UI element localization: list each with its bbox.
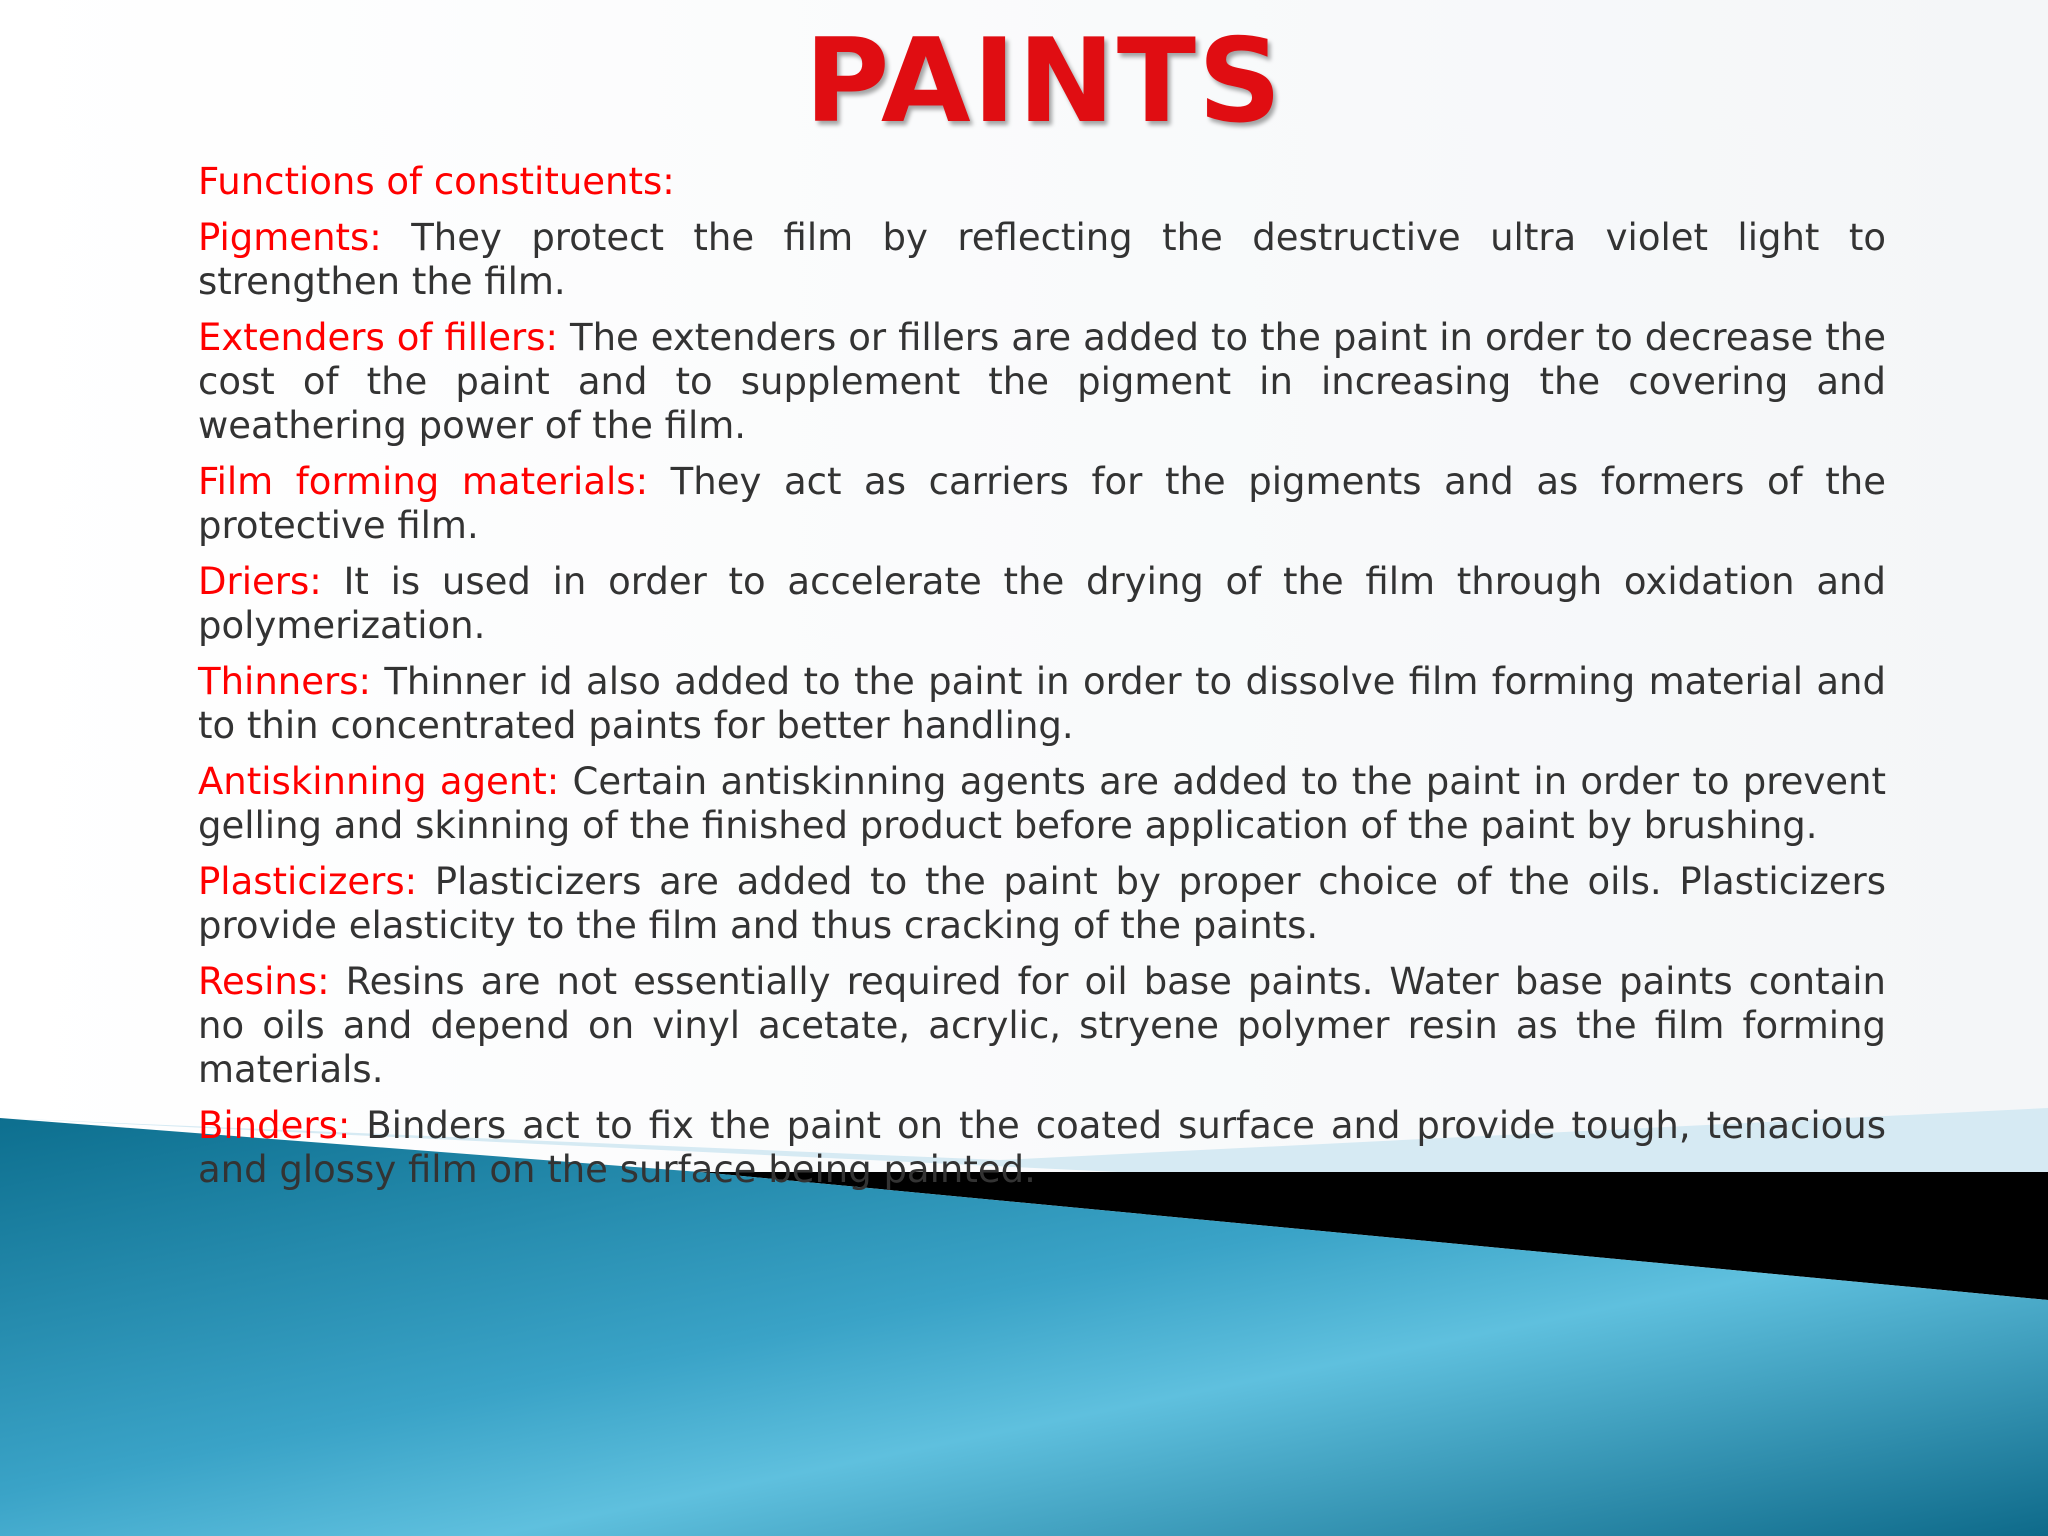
term-label: Extenders of fillers: bbox=[198, 316, 558, 359]
term-label: Pigments: bbox=[198, 216, 382, 259]
term-label: Film forming materials: bbox=[198, 460, 649, 503]
paragraph-plasticizers bbox=[198, 860, 1886, 948]
paragraph-resins bbox=[198, 960, 1886, 1092]
term-description: They act as carriers for the pigments and as formers of the protective film. bbox=[198, 460, 1887, 547]
content-body bbox=[198, 160, 1886, 1204]
term-description: The extenders or fillers are added to the paint in order to decrease the cost of the paint and to supplement the pigment in increasing the covering and weathering power of the film. bbox=[198, 316, 1886, 447]
term-label: Binders: bbox=[198, 1104, 351, 1147]
term-label: Resins: bbox=[198, 960, 330, 1003]
term-description: Plasticizers are added to the paint by proper choice of the oils. Plasticizers provide elasticity to the film and thus cracking of the paints. bbox=[198, 860, 1886, 947]
term-description: Resins are not essentially required for oil base paints. Water base paints contain no oils and depend on vinyl acetate, acrylic, stryene polymer resin as the film forming materials. bbox=[198, 960, 1886, 1091]
paragraph-antiskinning bbox=[198, 760, 1886, 848]
term-description: Thinner id also added to the paint in order to dissolve film forming material and to thin concentrated paints for better handling. bbox=[198, 660, 1886, 747]
section-heading: Functions of constituents: bbox=[198, 160, 675, 203]
term-label: Thinners: bbox=[198, 660, 371, 703]
paragraph-extenders bbox=[198, 316, 1886, 448]
term-label: Driers: bbox=[198, 560, 322, 603]
term-description: They protect the film by reflecting the destructive ultra violet light to strengthen the film. bbox=[198, 216, 1886, 303]
paragraph-pigments bbox=[198, 216, 1886, 304]
slide-title: PAINTS bbox=[804, 14, 1284, 149]
paragraph-binders bbox=[198, 1104, 1886, 1192]
paragraph-driers bbox=[198, 560, 1886, 648]
paragraph-film-forming bbox=[198, 460, 1886, 548]
term-description: Certain antiskinning agents are added to the paint in order to prevent gelling and skinning of the finished product before application of the paint by brushing. bbox=[198, 760, 1886, 847]
term-label: Antiskinning agent: bbox=[198, 760, 560, 803]
term-description: Binders act to fix the paint on the coated surface and provide tough, tenacious and glossy film on the surface being painted. bbox=[198, 1104, 1886, 1191]
term-description: It is used in order to accelerate the drying of the film through oxidation and polymerization. bbox=[198, 560, 1886, 647]
term-label: Plasticizers: bbox=[198, 860, 418, 903]
paragraph-thinners bbox=[198, 660, 1886, 748]
